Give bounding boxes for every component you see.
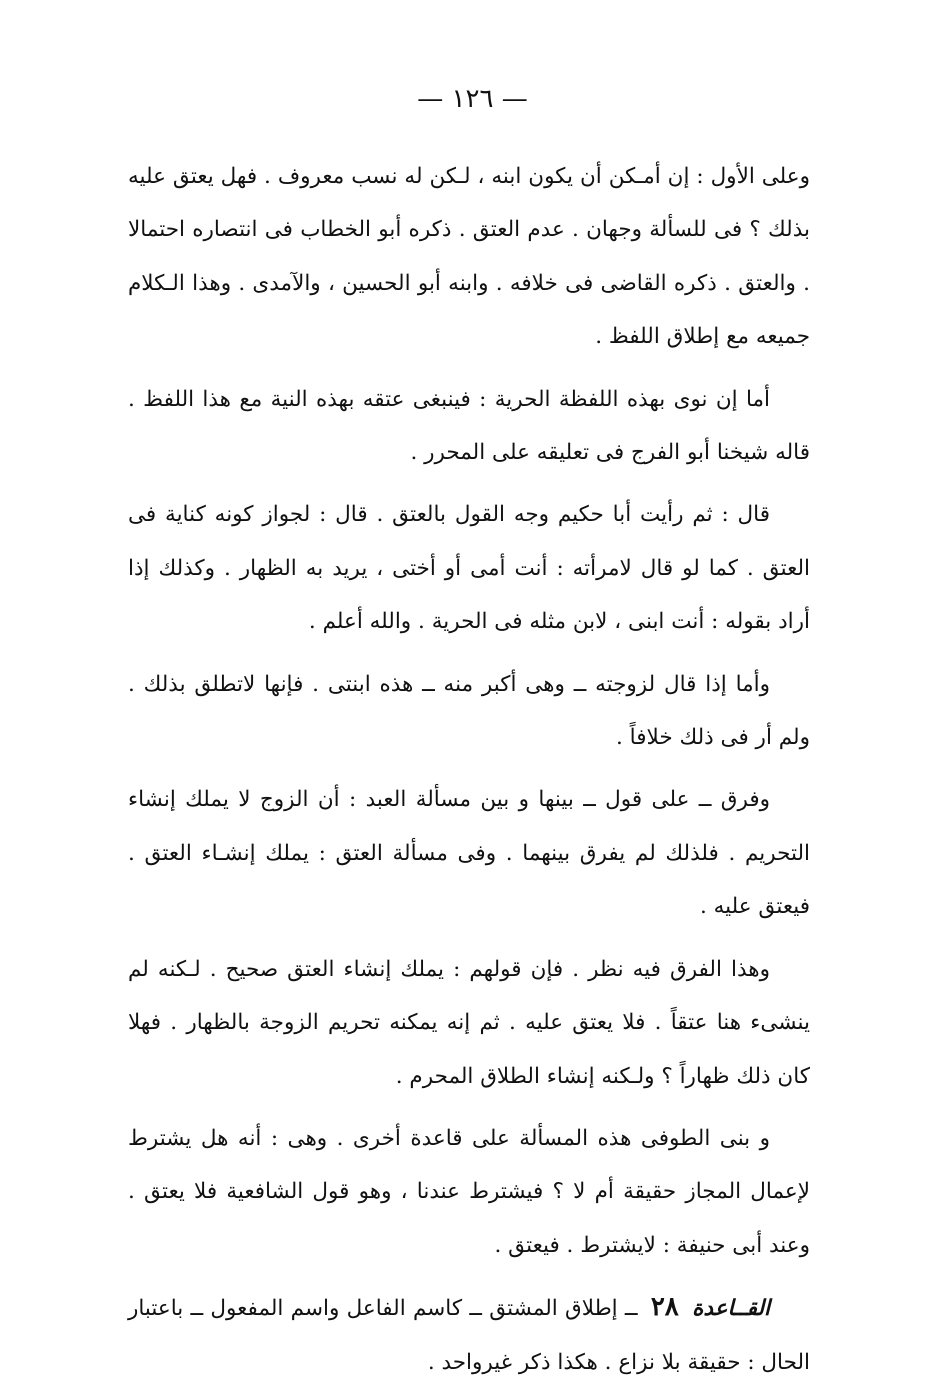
body-text <box>128 150 810 1398</box>
rule-number: ٢٨ <box>650 1292 679 1323</box>
paragraph-2: أما إن نوى بهذه اللفظة الحرية : فينبغى عتقه بهذه النية مع هذا اللفظ . قاله شيخنا أبو الفرج فى تعليقه على المحرر . <box>128 386 810 466</box>
rule-label: القــاعدة <box>692 1296 770 1322</box>
paragraph-3: قال : ثم رأيت أبا حكيم وجه القول بالعتق . قال : لجواز كونه كناية فى العتق . كما لو قال لامرأته : أنت أمى أو أختى ، يريد به الظهار . وكذلك إذا أراد بقوله : أنت ابنى ، لابن مثله فى الحرية . والله أعلم . <box>128 502 810 635</box>
paragraph-1: وعلى الأول : إن أمـكن أن يكون ابنه ، لـكن له نسب معروف . فهل يعتق عليه بذلك ؟ فى للسألة وجهان . عدم العتق . ذكره أبو الخطاب فى انتصاره احتمالا . والعتق . ذكره القاضى فى خلافه . وابنه أبو الحسين ، والآمدى . وهذا الـكلام جميعه مع إطلاق اللفظ . <box>128 164 810 350</box>
paragraph-7: و بنى الطوفى هذه المسألة على قاعدة أخرى . وهى : أنه هل يشترط لإعمال المجاز حقيقة أم لا ؟ فيشترط عندنا ، وهو قول الشافعية فلا يعتق . وعند أبى حنيفة : لايشترط . فيعتق . <box>128 1125 810 1258</box>
paragraph-4: وأما إذا قال لزوجته ــ وهى أكبر منه ــ هذه ابنتى . فإنها لاتطلق بذلك . ولم أر فى ذلك خلافاً . <box>128 671 810 751</box>
page-number: — ١٢٦ — <box>417 84 528 114</box>
paragraph-6: وهذا الفرق فيه نظر . فإن قولهم : يملك إنشاء العتق صحيح . لـكنه لم ينشىء هنا عتقاً . فلا يعتق عليه . ثم إنه يمكنه تحريم الزوجة بالظهار . فهلا كان ذلك ظهاراً ؟ ولـكنه إنشاء الطلاق المحرم . <box>128 956 810 1089</box>
rule-text: ــ إطلاق المشتق ــ كاسم الفاعل واسم المفعول ــ باعتبار الحال : حقيقة بلا نزاع . هكذا ذكر غيرواحد . <box>128 1296 810 1375</box>
paragraph-5: وفرق ــ على قول ــ بينها و بين مسألة العبد : أن الزوج لا يملك إنشاء التحريم . فلذلك لم يفرق بينهما . وفى مسألة العتق : يملك إنشـاء العتق . فيعتق عليه . <box>128 787 810 920</box>
